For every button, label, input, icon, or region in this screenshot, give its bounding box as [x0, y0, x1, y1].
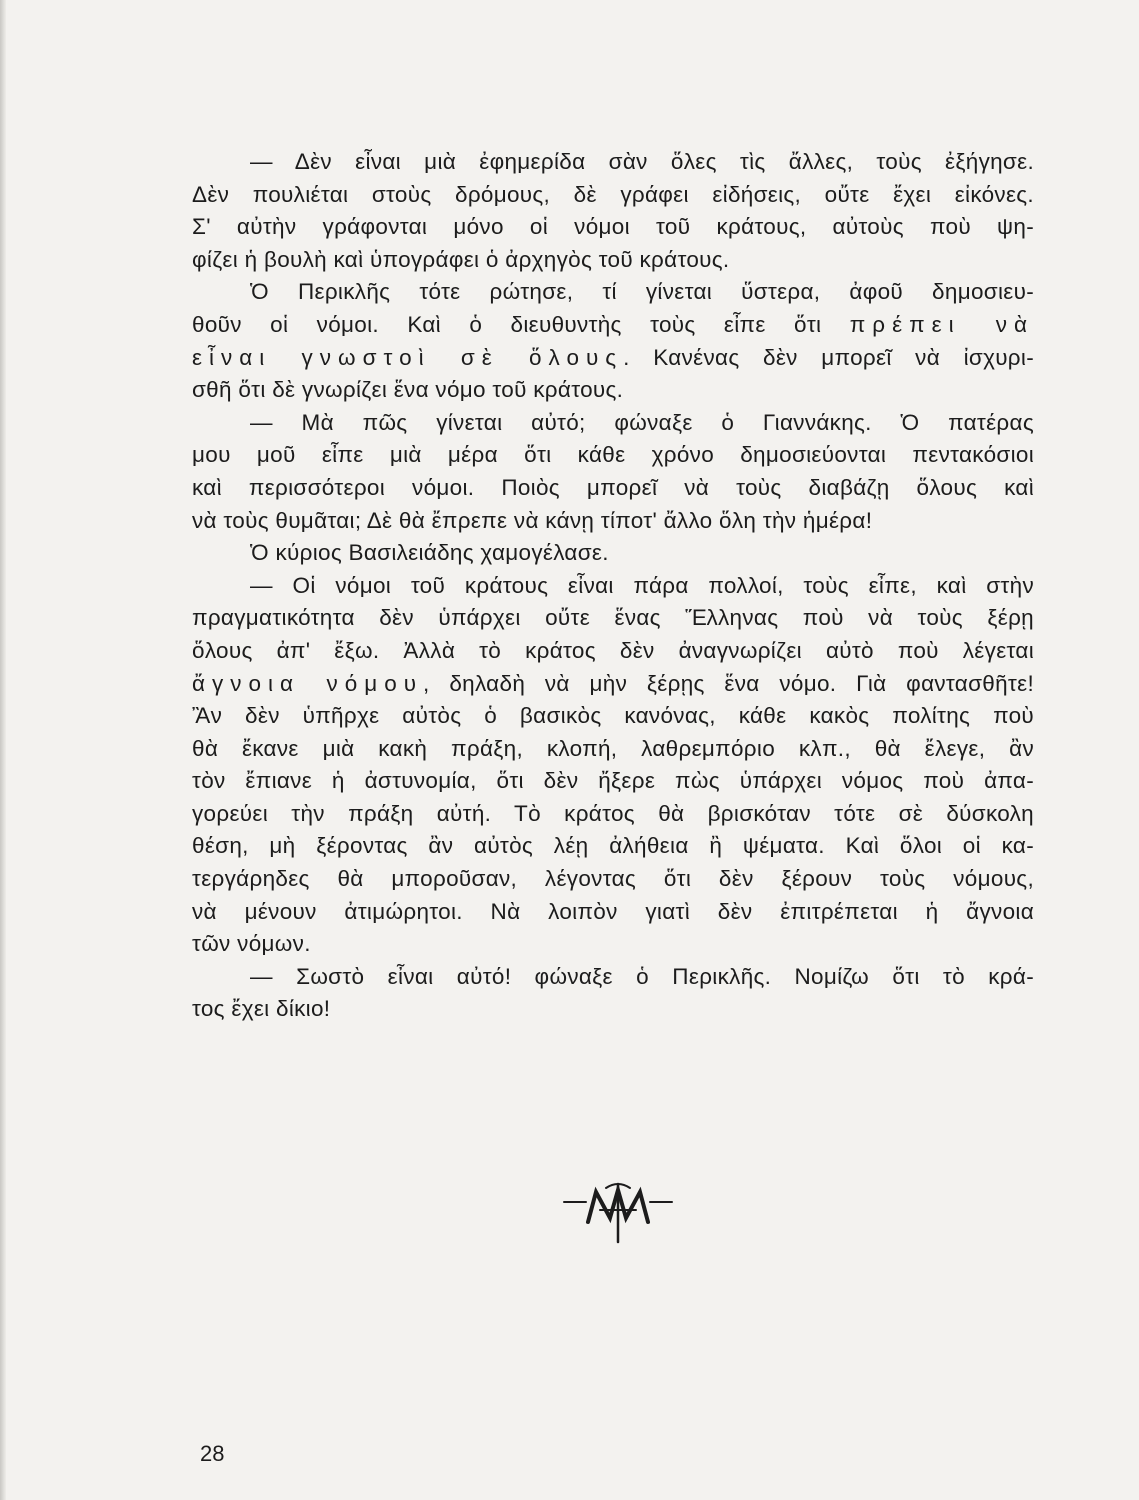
line-text: θὰ ἔκανε μιὰ κακὴ πράξη, κλοπή, λαθρεμπόριο κλπ., θὰ ἔλεγε, ἂν — [192, 735, 1034, 761]
text-line — [192, 798, 1034, 831]
line-text: σθῆ ὅτι δὲ γνωρίζει ἕνα νόμο τοῦ κράτους. — [192, 377, 624, 403]
text-line — [192, 928, 1034, 961]
text-line — [192, 700, 1034, 733]
text-line — [192, 830, 1034, 863]
text-line — [192, 765, 1034, 798]
line-text: μου μοῦ εἶπε μιὰ μέρα ὅτι κάθε χρόνο δημοσιεύονται πεντακόσιοι — [192, 442, 1034, 468]
spaced-emphasis: πρέπει νὰ — [849, 311, 1034, 337]
line-text: Ὁ Περικλῆς τότε ρώτησε, τί γίνεται ὕστερα, ἀφοῦ δημοσιευ- — [250, 279, 1034, 305]
text-line — [192, 472, 1034, 505]
line-text: τῶν νόμων. — [192, 931, 311, 957]
spaced-emphasis: εἶναι γνωστοὶ σὲ ὅλους — [192, 344, 624, 370]
line-text: γορεύει τὴν πράξη αὐτή. Τὸ κράτος θὰ βρισκόταν τότε σὲ δύσκολη — [192, 800, 1034, 826]
line-text: τὸν ἔπιανε ἡ ἀστυνομία, ὅτι δὲν ἤξερε πὼς ὑπάρχει νόμος ποὺ ἀπα- — [192, 768, 1034, 794]
line-text: — Οἱ νόμοι τοῦ κράτους εἶναι πάρα πολλοί, τοὺς εἶπε, καὶ στὴν — [250, 572, 1034, 598]
text-line — [192, 863, 1034, 896]
line-text: νὰ μένουν ἀτιμώρητοι. Νὰ λοιπὸν γιατὶ δὲν ἐπιτρέπεται ἡ ἄγνοια — [192, 898, 1034, 924]
line-text: φίζει ἡ βουλὴ καὶ ὑπογράφει ὁ ἀρχηγὸς τοῦ κράτους. — [192, 246, 730, 272]
text-line — [192, 961, 1034, 994]
line-text: τος ἔχει δίκιο! — [192, 996, 331, 1022]
line-text: — Δὲν εἶναι μιὰ ἐφημερίδα σὰν ὅλες τὶς ἄλλες, τοὺς ἐξήγησε. — [250, 149, 1034, 174]
line-text: τεργάρηδες θὰ μποροῦσαν, λέγοντας ὅτι δὲν ξέρουν τοὺς νόμους, — [192, 866, 1034, 892]
text-line — [192, 635, 1034, 668]
text-line — [192, 505, 1034, 538]
text-line — [192, 439, 1034, 472]
line-text: Ἂν δὲν ὑπῆρχε αὐτὸς ὁ βασικὸς κανόνας, κάθε κακὸς πολίτης ποὺ — [192, 703, 1034, 729]
text-line — [192, 896, 1034, 929]
text-line — [192, 993, 1034, 1026]
page-number: 28 — [200, 1441, 225, 1466]
monogram-ornament-icon — [560, 1180, 676, 1246]
line-text: πραγματικότητα δὲν ὑπάρχει οὔτε ἕνας Ἕλληνας ποὺ νὰ τοὺς ξέρῃ — [192, 605, 1034, 631]
text-line — [192, 146, 1034, 179]
line-text: θοῦν οἱ νόμοι. Καὶ ὁ διευθυντὴς τοὺς εἶπε ὅτι — [192, 311, 850, 337]
line-text: , δηλαδὴ νὰ μὴν ξέρῃς ἕνα νόμο. Γιὰ φαντασθῆτε! — [423, 670, 1034, 696]
line-text: — Σωστὸ εἶναι αὐτό! φώναξε ὁ Περικλῆς. Νομίζω ὅτι τὸ κρά- — [250, 963, 1034, 989]
text-line — [192, 374, 1034, 407]
text-line — [192, 309, 1034, 342]
line-text: νὰ τοὺς θυμᾶται; Δὲ θὰ ἔπρεπε νὰ κάνῃ τίποτ' ἄλλο ὅλη τὴν ἡμέρα! — [192, 507, 873, 533]
line-text: Ὁ κύριος Βασιλειάδης χαμογέλασε. — [250, 540, 609, 566]
text-line — [192, 668, 1034, 701]
line-text: ὅλους ἀπ' ἔξω. Ἀλλὰ τὸ κράτος δὲν ἀναγνωρίζει αὐτὸ ποὺ λέγεται — [192, 637, 1034, 663]
spaced-emphasis: ἄγνοια νόμου — [192, 670, 424, 696]
text-line — [192, 342, 1034, 375]
line-text: καὶ περισσότεροι νόμοι. Ποιὸς μπορεῖ νὰ τοὺς διαβάζῃ ὅλους καὶ — [192, 474, 1034, 500]
line-text: Σ' αὐτὴν γράφονται μόνο οἱ νόμοι τοῦ κράτους, αὐτοὺς ποὺ ψη- — [192, 214, 1034, 240]
text-line — [192, 407, 1034, 440]
body-text — [192, 146, 1034, 1026]
line-text: Δὲν πουλιέται στοὺς δρόμους, δὲ γράφει εἰδήσεις, οὔτε ἔχει εἰκόνες. — [192, 181, 1034, 207]
text-line — [192, 179, 1034, 212]
text-line — [192, 537, 1034, 570]
text-line — [192, 211, 1034, 244]
line-text: θέση, μὴ ξέροντας ἂν αὐτὸς λέῃ ἀλήθεια ἢ ψέματα. Καὶ ὅλοι οἱ κα- — [192, 833, 1034, 859]
line-text: — Μὰ πῶς γίνεται αὐτό; φώναξε ὁ Γιαννάκης. Ὁ πατέρας — [250, 409, 1034, 435]
text-line — [192, 244, 1034, 277]
text-line — [192, 570, 1034, 603]
text-line — [192, 602, 1034, 635]
line-text: . Κανένας δὲν μπορεῖ νὰ ἰσχυρι- — [623, 344, 1034, 370]
page-edge — [0, 0, 6, 1500]
text-line — [192, 276, 1034, 309]
text-line — [192, 733, 1034, 766]
